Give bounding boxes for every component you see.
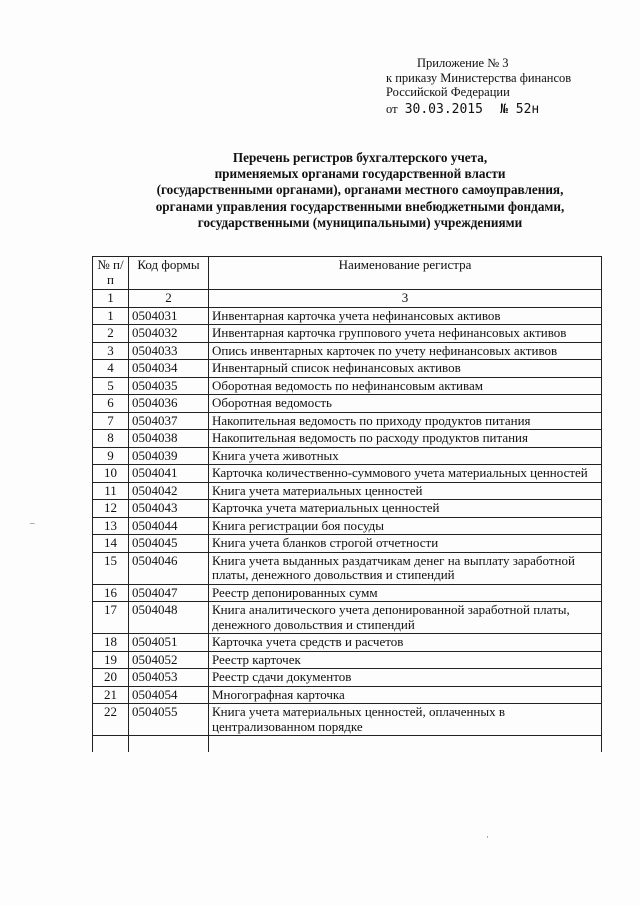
table-row xyxy=(93,377,602,395)
row-number: 20 xyxy=(93,669,129,687)
row-register-name: Опись инвентарных карточек по учету нефинансовых активов xyxy=(209,342,602,360)
table-row xyxy=(93,686,602,704)
table-row xyxy=(93,342,602,360)
header-register-name: Наименование регистра xyxy=(209,257,602,290)
row-register-name: Реестр депонированных сумм xyxy=(209,584,602,602)
table-row xyxy=(93,602,602,634)
appendix-date-prefix: от xyxy=(386,101,398,116)
column-number-1: 1 xyxy=(93,290,129,308)
row-form-code: 0504052 xyxy=(129,651,209,669)
row-form-code: 0504038 xyxy=(129,430,209,448)
row-register-name: Карточка учета материальных ценностей xyxy=(209,500,602,518)
table-row xyxy=(93,447,602,465)
table-row xyxy=(93,634,602,652)
row-form-code: 0504043 xyxy=(129,500,209,518)
appendix-date: 30.03.2015 xyxy=(404,101,483,117)
row-number: 21 xyxy=(93,686,129,704)
table-row xyxy=(93,517,602,535)
row-number: 18 xyxy=(93,634,129,652)
row-number: 1 xyxy=(93,307,129,325)
row-number: 15 xyxy=(93,552,129,584)
row-number: 3 xyxy=(93,342,129,360)
row-form-code: 0504051 xyxy=(129,634,209,652)
appendix-block xyxy=(386,56,571,117)
row-register-name: Оборотная ведомость по нефинансовым активам xyxy=(209,377,602,395)
empty-cell xyxy=(129,736,209,753)
table-header-row xyxy=(93,257,602,290)
row-number: 7 xyxy=(93,412,129,430)
empty-cell xyxy=(93,736,129,753)
row-form-code: 0504046 xyxy=(129,552,209,584)
row-form-code: 0504054 xyxy=(129,686,209,704)
column-number-3: 3 xyxy=(209,290,602,308)
title-line-2: применяемых органами государственной власти xyxy=(214,166,506,182)
row-register-name: Реестр сдачи документов xyxy=(209,669,602,687)
row-form-code: 0504037 xyxy=(129,412,209,430)
table-row xyxy=(93,307,602,325)
row-form-code: 0504035 xyxy=(129,377,209,395)
row-number: 2 xyxy=(93,325,129,343)
row-register-name: Книга учета животных xyxy=(209,447,602,465)
appendix-number: № 52н xyxy=(500,101,540,117)
header-form-code: Код формы xyxy=(129,257,209,290)
row-number: 9 xyxy=(93,447,129,465)
table-row xyxy=(93,482,602,500)
table-row xyxy=(93,669,602,687)
row-register-name: Реестр карточек xyxy=(209,651,602,669)
row-register-name: Накопительная ведомость по расходу продуктов питания xyxy=(209,430,602,448)
row-form-code: 0504031 xyxy=(129,307,209,325)
header-number: № п/п xyxy=(93,257,129,290)
row-form-code: 0504039 xyxy=(129,447,209,465)
empty-cell xyxy=(209,736,602,753)
row-form-code: 0504042 xyxy=(129,482,209,500)
table-row xyxy=(93,325,602,343)
row-form-code: 0504055 xyxy=(129,704,209,736)
title-line-5: государственными (муниципальными) учреждениями xyxy=(197,214,523,230)
row-register-name: Книга учета выданных раздатчикам денег на выплату заработной платы, денежного довольствия и стипендий xyxy=(209,552,602,584)
row-register-name: Книга учета бланков строгой отчетности xyxy=(209,535,602,553)
row-number: 17 xyxy=(93,602,129,634)
column-number-2: 2 xyxy=(129,290,209,308)
row-number: 22 xyxy=(93,704,129,736)
row-form-code: 0504053 xyxy=(129,669,209,687)
row-form-code: 0504048 xyxy=(129,602,209,634)
table-row xyxy=(93,430,602,448)
title-line-3: (государственными органами), органами местного самоуправления, xyxy=(156,182,564,198)
row-number: 8 xyxy=(93,430,129,448)
table-row xyxy=(93,552,602,584)
row-number: 14 xyxy=(93,535,129,553)
row-number: 10 xyxy=(93,465,129,483)
row-number: 19 xyxy=(93,651,129,669)
table-row xyxy=(93,465,602,483)
row-form-code: 0504033 xyxy=(129,342,209,360)
row-register-name: Карточка количественно-суммового учета материальных ценностей xyxy=(209,465,602,483)
row-register-name: Книга регистрации боя посуды xyxy=(209,517,602,535)
table-row xyxy=(93,584,602,602)
document-title xyxy=(120,150,600,231)
registers-table xyxy=(92,256,602,752)
row-register-name: Книга учета материальных ценностей xyxy=(209,482,602,500)
row-number: 16 xyxy=(93,584,129,602)
row-register-name: Инвентарный список нефинансовых активов xyxy=(209,360,602,378)
row-form-code: 0504036 xyxy=(129,395,209,413)
row-register-name: Книга учета материальных ценностей, оплаченных в централизованном порядке xyxy=(209,704,602,736)
row-register-name: Карточка учета средств и расчетов xyxy=(209,634,602,652)
table-row xyxy=(93,360,602,378)
row-form-code: 0504041 xyxy=(129,465,209,483)
row-form-code: 0504044 xyxy=(129,517,209,535)
row-form-code: 0504032 xyxy=(129,325,209,343)
empty-table-row xyxy=(93,736,602,753)
appendix-date-line xyxy=(386,102,571,118)
title-line-1: Перечень регистров бухгалтерского учета, xyxy=(232,150,488,165)
row-register-name: Книга аналитического учета депонированной заработной платы, денежного довольствия и стипендий xyxy=(209,602,602,634)
table-row xyxy=(93,704,602,736)
row-register-name: Многографная карточка xyxy=(209,686,602,704)
table-row xyxy=(93,651,602,669)
column-numbers-row xyxy=(93,290,602,308)
row-register-name: Инвентарная карточка учета нефинансовых активов xyxy=(209,307,602,325)
scan-dot: · xyxy=(486,832,489,842)
table-row xyxy=(93,395,602,413)
appendix-line-3: Российской Федерации xyxy=(386,85,510,99)
appendix-line-1: Приложение № 3 xyxy=(417,56,509,70)
row-form-code: 0504045 xyxy=(129,535,209,553)
row-register-name: Инвентарная карточка группового учета нефинансовых активов xyxy=(209,325,602,343)
row-number: 6 xyxy=(93,395,129,413)
row-form-code: 0504047 xyxy=(129,584,209,602)
table-row xyxy=(93,500,602,518)
row-number: 4 xyxy=(93,360,129,378)
row-number: 13 xyxy=(93,517,129,535)
row-register-name: Накопительная ведомость по приходу продуктов питания xyxy=(209,412,602,430)
row-number: 5 xyxy=(93,377,129,395)
row-number: 11 xyxy=(93,482,129,500)
margin-mark: – xyxy=(30,518,35,528)
title-line-4: органами управления государственными внебюджетными фондами, xyxy=(155,198,565,214)
table-row xyxy=(93,412,602,430)
appendix-line-2: к приказу Министерства финансов xyxy=(386,70,572,85)
table-row xyxy=(93,535,602,553)
row-register-name: Оборотная ведомость xyxy=(209,395,602,413)
row-number: 12 xyxy=(93,500,129,518)
row-form-code: 0504034 xyxy=(129,360,209,378)
